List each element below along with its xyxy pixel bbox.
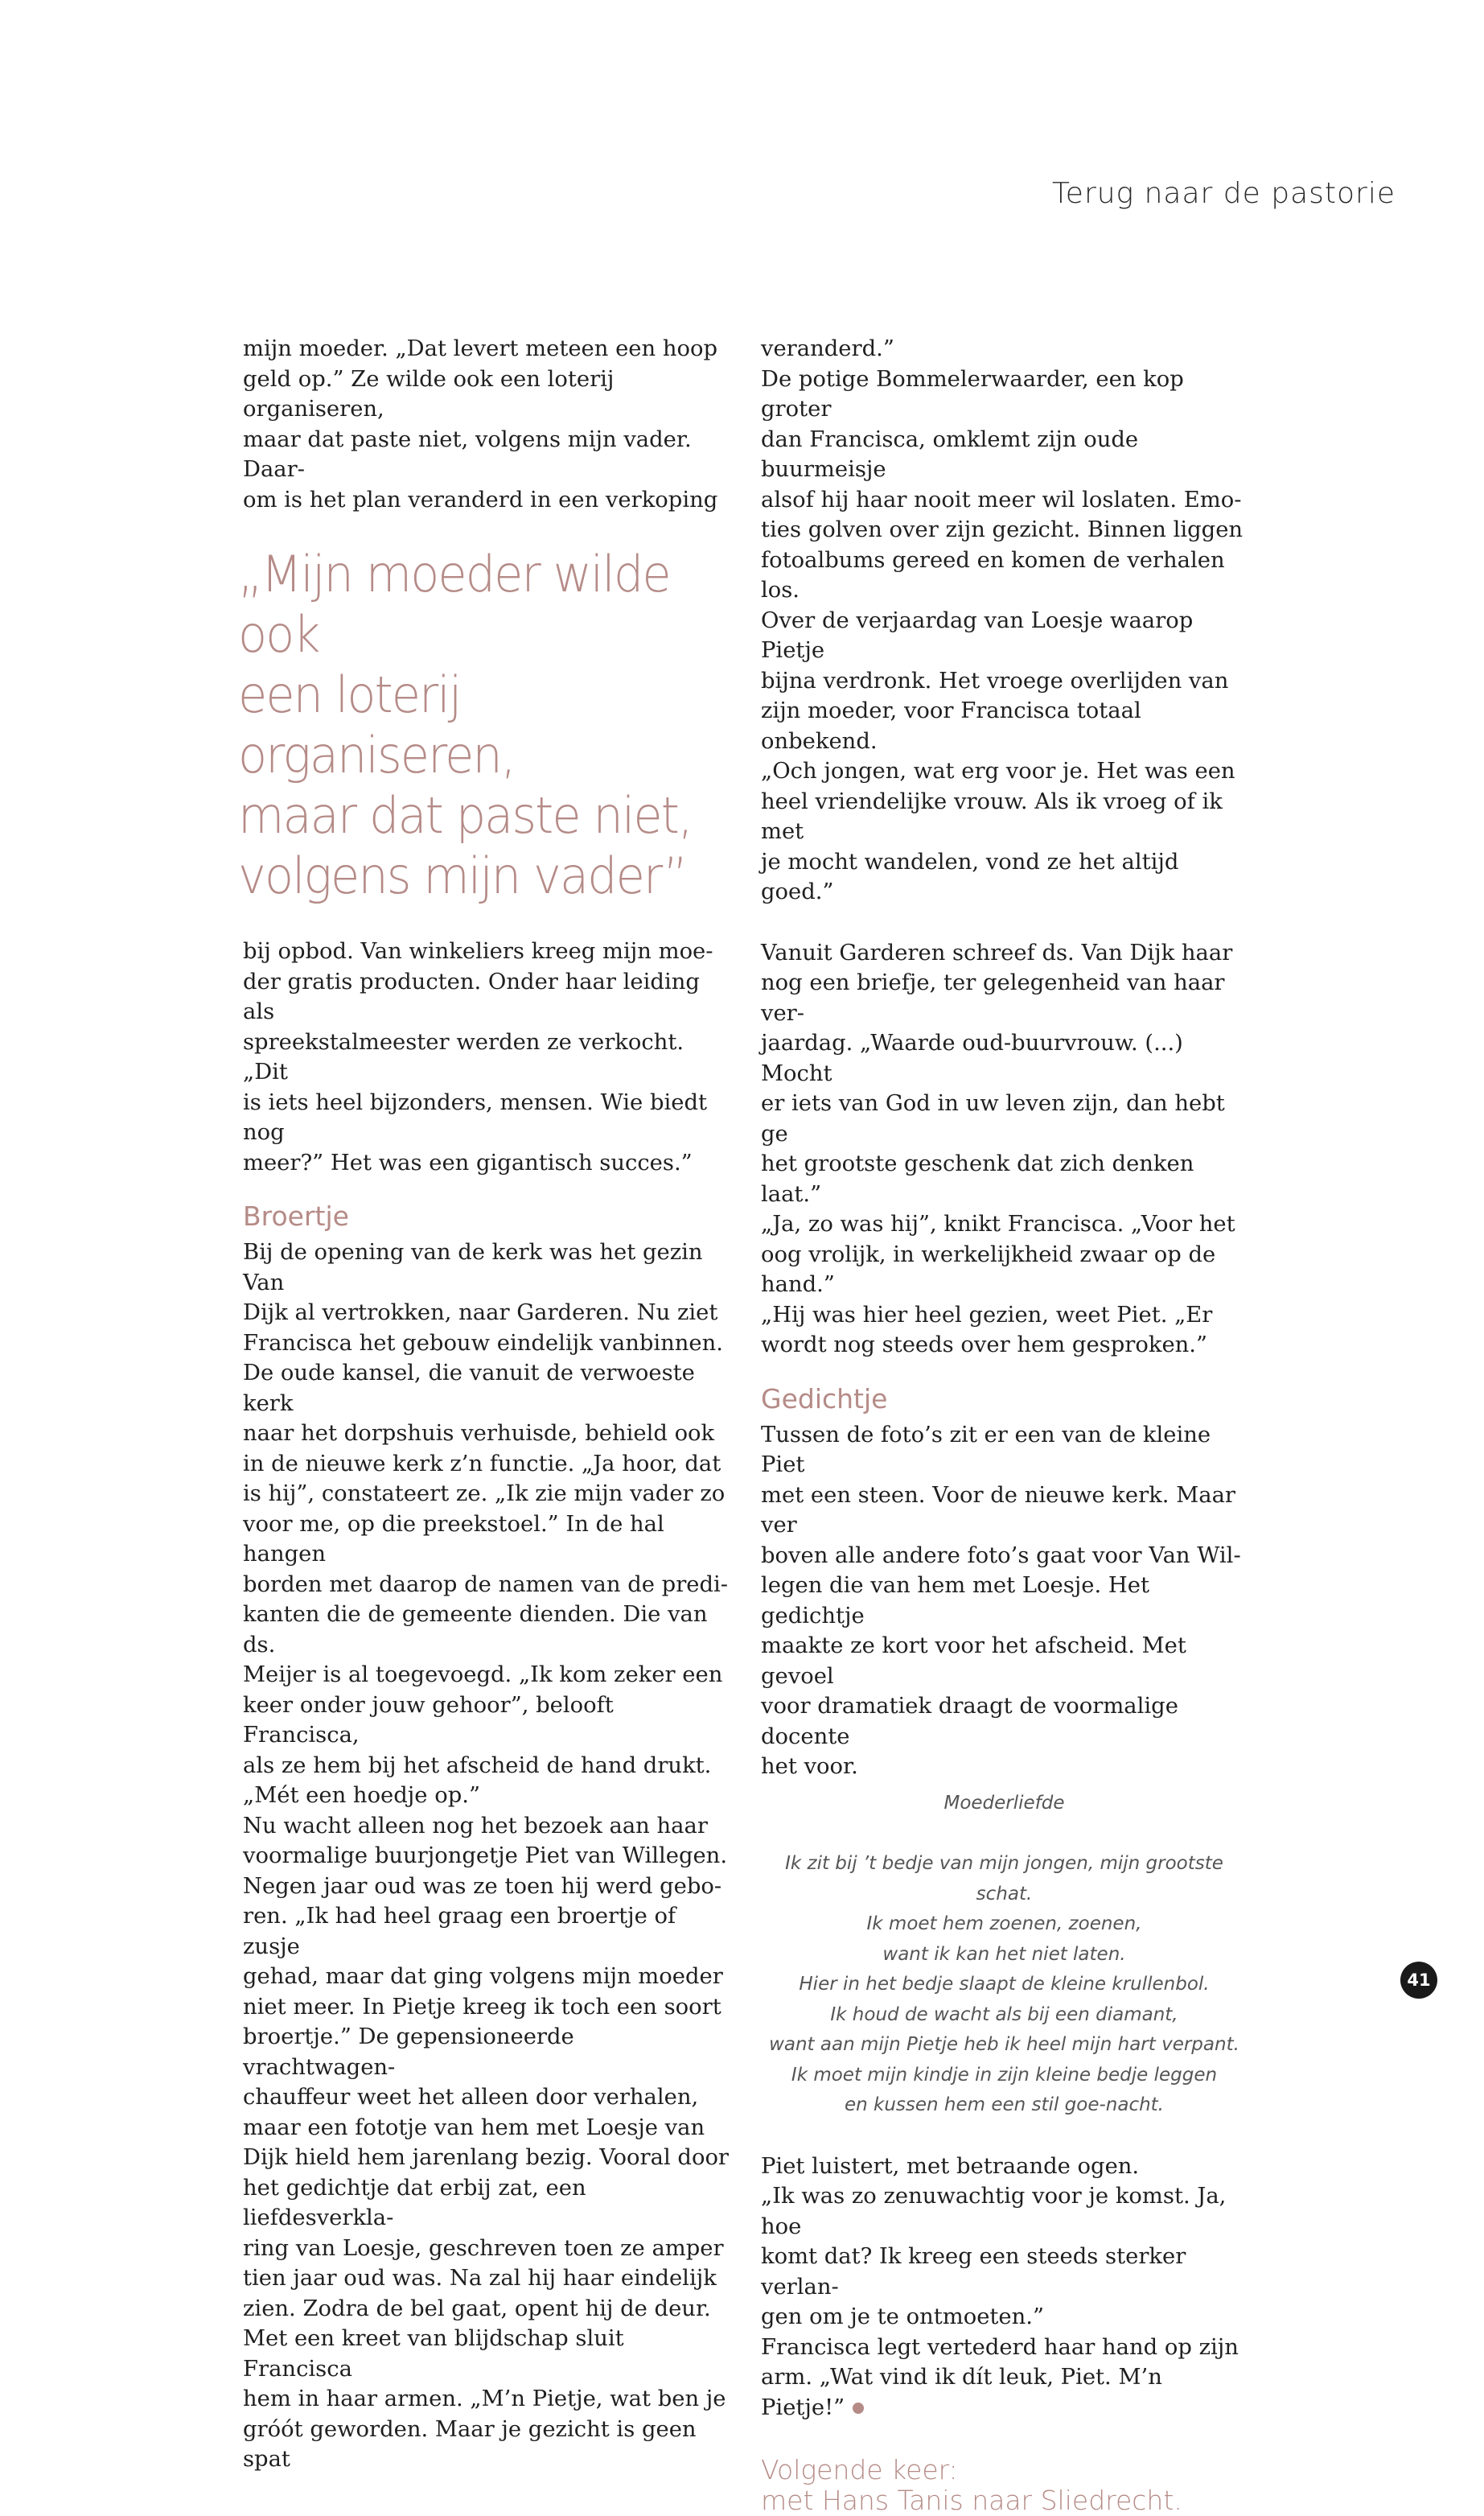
intro-paragraph	[243, 334, 730, 515]
subhead-gedichtje: Gedichtje	[761, 1382, 888, 1414]
closing-text	[761, 2154, 1239, 2420]
text-line: gen om je te ontmoeten.”	[761, 2304, 1044, 2329]
text-line: kanten die de gemeente dienden. Die van ds.	[243, 1602, 708, 1657]
letter-paragraph	[761, 938, 1248, 1361]
text-line: nog een briefje, ter gelegenheid van haar ver-	[761, 970, 1225, 1026]
text-line: De oude kansel, die vanuit de verwoeste kerk	[243, 1361, 695, 1416]
text-line: Met een kreet van blijdschap sluit Francisca	[243, 2326, 624, 2382]
text-line: bijna verdronk. Het vroege overlijden van	[761, 668, 1229, 694]
text-line: alsof hij haar nooit meer wil loslaten. Emo-	[761, 487, 1242, 513]
text-line: Over de verjaardag van Loesje waarop Pietje	[761, 607, 1194, 663]
broertje-paragraph	[243, 1237, 730, 2475]
text-line: met Hans Tanis naar Sliedrecht.	[761, 2485, 1182, 2516]
text-line: voor dramatiek draagt de voormalige docente	[761, 1694, 1178, 1749]
text-line: boven alle andere foto’s gaat voor Van Wil-	[761, 1542, 1241, 1568]
text-line: „Ik was zo zenuwachtig voor je komst. Ja, hoe	[761, 2184, 1227, 2239]
text-line: borden met daarop de namen van de predi-	[243, 1571, 729, 1597]
text-line: Dijk al vertrokken, naar Garderen. Nu ziet	[243, 1300, 718, 1325]
text-line: „Ja, zo was hij”, knikt Francisca. „Voor het	[761, 1212, 1235, 1237]
text-line: want aan mijn Pietje heb ik heel mijn hart verpant.	[769, 2034, 1239, 2055]
text-line: „Mét een hoedje op.”	[243, 1783, 480, 1808]
text-line: Ik moet hem zoenen, zoenen,	[866, 1913, 1142, 1934]
paragraph-gap	[761, 908, 1248, 938]
text-line: Piet luistert, met betraande ogen.	[761, 2153, 1140, 2179]
text-line: Hier in het bedje slaapt de kleine krullenbol.	[799, 1974, 1210, 1995]
text-line: Vanuit Garderen schreef ds. Van Dijk haar	[761, 940, 1233, 966]
text-line: het grootste geschenk dat zich denken laat.”	[761, 1151, 1194, 1207]
text-line: veranderd.”	[761, 336, 894, 361]
text-line: in de nieuwe kerk z’n functie. „Ja hoor, dat	[243, 1451, 721, 1476]
text-line: mijn moeder. „Dat levert meteen een hoop	[243, 336, 718, 361]
auction-paragraph	[243, 937, 730, 1178]
closing-paragraph	[761, 2152, 1248, 2423]
text-line: want ik kan het niet laten.	[882, 1943, 1126, 1965]
text-line: Ik zit bij ’t bedje van mijn jongen, mijn grootste schat.	[785, 1853, 1223, 1905]
text-line: ren. „Ik had heel graag een broertje of zusje	[243, 1904, 676, 1959]
text-line: Volgende keer:	[761, 2454, 958, 2485]
text-line: Dijk hield hem jarenlang bezig. Vooral door	[243, 2145, 730, 2170]
text-line: Tussen de foto’s zit er een van de kleine Piet	[761, 1422, 1211, 1477]
text-line: is iets heel bijzonders, mensen. Wie biedt nog	[243, 1089, 707, 1145]
text-line: „Mijn moeder wilde ook	[238, 545, 670, 664]
reunion-paragraph	[761, 334, 1248, 908]
poem-verse	[761, 1849, 1248, 2121]
text-line: maar dat paste niet, volgens mijn vader. Daar-	[243, 426, 692, 482]
pull-quote	[238, 544, 705, 906]
text-line: en kussen hem een stil goe-nacht.	[844, 2094, 1164, 2115]
text-line: er iets van God in uw leven zijn, dan hebt ge	[761, 1091, 1225, 1147]
text-line: legen die van hem met Loesje. Het gedichtje	[761, 1573, 1150, 1629]
text-line: gehad, maar dat ging volgens mijn moeder	[243, 1964, 723, 1989]
text-line: komt dat? Ik kreeg een steeds sterker verlan-	[761, 2244, 1186, 2300]
text-line: naar het dorpshuis verhuisde, behield ook	[243, 1421, 715, 1446]
gedichtje-paragraph	[761, 1420, 1248, 1782]
left-column	[238, 334, 730, 2475]
text-line: maakte ze kort voor het afscheid. Met gevoel	[761, 1633, 1186, 1689]
text-line: gróót geworden. Maar je gezicht is geen spat	[243, 2416, 697, 2472]
text-line: broertje.” De gepensioneerde vrachtwagen-	[243, 2024, 574, 2080]
text-line: „Hij was hier heel gezien, weet Piet. „Er	[761, 1302, 1213, 1328]
text-line: een loterij organiseren,	[238, 665, 515, 784]
text-line: zijn moeder, voor Francisca totaal onbekend.	[761, 698, 1141, 754]
text-line: wordt nog steeds over hem gesproken.”	[761, 1332, 1208, 1357]
text-line: Bij de opening van de kerk was het gezin Van	[243, 1240, 703, 1295]
text-line: der gratis producten. Onder haar leiding als	[243, 969, 700, 1024]
text-line: voormalige buurjongetje Piet van Willegen.	[243, 1843, 728, 1868]
text-line: hand.”	[761, 1272, 835, 1297]
text-line: je mocht wandelen, vond ze het altijd goed.”	[761, 849, 1179, 904]
text-line: het voor.	[761, 1754, 858, 1779]
text-line: hem in haar armen. „M’n Pietje, wat ben je	[243, 2386, 726, 2411]
text-line: maar een fototje van hem met Loesje van	[243, 2115, 705, 2140]
text-line: keer onder jouw gehoor”, belooft Francisca,	[243, 1692, 614, 1748]
right-column	[761, 334, 1248, 2516]
text-line: meer?” Het was een gigantisch succes.”	[243, 1150, 693, 1176]
text-line: geld op.” Ze wilde ook een loterij organiseren,	[243, 366, 615, 422]
text-line: bij opbod. Van winkeliers kreeg mijn moe-	[243, 939, 713, 964]
text-line: jaardag. „Waarde oud-buurvrouw. (...) Mocht	[761, 1031, 1183, 1086]
text-line: Francisca legt vertederd haar hand op zijn	[761, 2334, 1239, 2360]
next-time-teaser	[761, 2455, 1248, 2516]
text-line: Ik moet mijn kindje in zijn kleine bedje leggen	[791, 2064, 1218, 2086]
running-head: Terug naar de pastorie	[1051, 177, 1396, 210]
text-line: fotoalbums gereed en komen de verhalen los.	[761, 547, 1225, 603]
text-line: Ik houd de wacht als bij een diamant,	[830, 2003, 1178, 2025]
text-line: ring van Loesje, geschreven toen ze amper	[243, 2235, 724, 2261]
text-line: om is het plan veranderd in een verkoping	[243, 487, 718, 513]
text-line: heel vriendelijke vrouw. Als ik vroeg of ik met	[761, 789, 1223, 844]
text-line: tien jaar oud was. Na zal hij haar eindelijk	[243, 2266, 717, 2291]
text-line: voor me, op die preekstoel.” In de hal hangen	[243, 1511, 664, 1567]
text-line: ties golven over zijn gezicht. Binnen liggen	[761, 517, 1244, 542]
text-line: „Och jongen, wat erg voor je. Het was een	[761, 759, 1235, 784]
text-line: Francisca het gebouw eindelijk vanbinnen.	[243, 1330, 723, 1356]
text-line: De potige Bommelerwaarder, een kop groter	[761, 366, 1184, 422]
text-line: spreekstalmeester werden ze verkocht. „Dit	[243, 1029, 684, 1085]
text-line: Meijer is al toegevoegd. „Ik kom zeker een	[243, 1662, 723, 1687]
text-line: met een steen. Voor de nieuwe kerk. Maar ver	[761, 1482, 1236, 1538]
text-line: Nu wacht alleen nog het bezoek aan haar	[243, 1813, 708, 1839]
poem-title: Moederliefde	[943, 1792, 1065, 1814]
text-line: dan Francisca, omklemt zijn oude buurmeisje	[761, 426, 1139, 482]
subhead-broertje: Broertje	[243, 1200, 349, 1232]
text-line: zien. Zodra de bel gaat, opent hij de deur.	[243, 2296, 711, 2321]
text-line: Negen jaar oud was ze toen hij werd gebo-	[243, 1873, 722, 1899]
text-line: als ze hem bij het afscheid de hand drukt.	[243, 1752, 712, 1778]
text-line: is hij”, constateert ze. „Ik zie mijn vader zo	[243, 1481, 726, 1506]
text-line: niet meer. In Pietje kreeg ik toch een soort	[243, 1994, 721, 2020]
text-line: arm. „Wat vind ik dít leuk, Piet. M’n Pietje!”	[761, 2365, 1162, 2420]
end-of-article-dot-icon	[853, 2403, 864, 2414]
text-line: oog vrolijk, in werkelijkheid zwaar op de	[761, 1242, 1216, 1267]
text-line: chauffeur weet het alleen door verhalen,	[243, 2085, 699, 2110]
text-line: maar dat paste niet,	[238, 786, 692, 845]
text-line: het gedichtje dat erbij zat, een liefdesverkla-	[243, 2175, 586, 2230]
page-number: 41	[1400, 1962, 1437, 1999]
text-line: volgens mijn vader”	[238, 846, 687, 905]
